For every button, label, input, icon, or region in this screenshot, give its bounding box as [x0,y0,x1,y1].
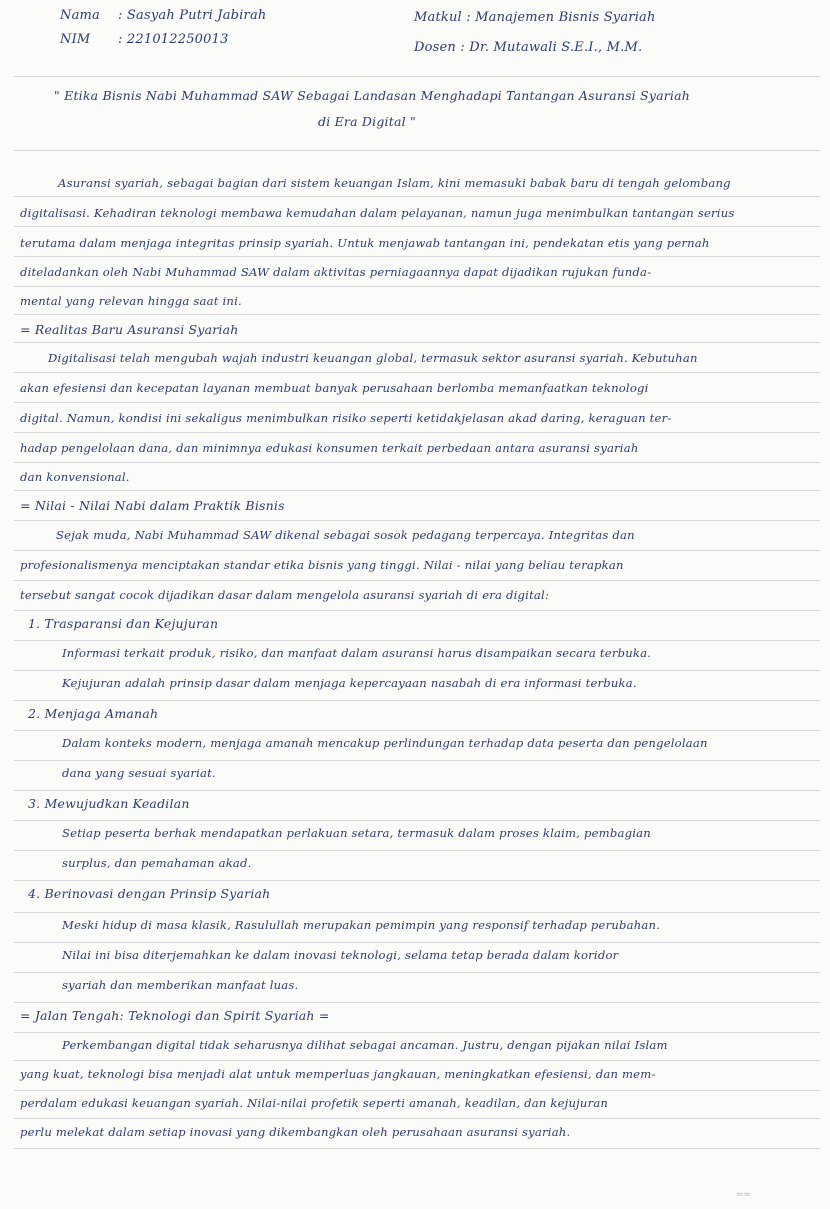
text-line: Meski hidup di masa klasik, Rasulullah merupakan pemimpin yang responsif terhadap perubahan. [62,918,661,932]
text-line: Sejak muda, Nabi Muhammad SAW dikenal sebagai sosok pedagang terpercaya. Integritas dan [56,528,635,542]
ruled-line [14,850,820,851]
text-line: akan efesiensi dan kecepatan layanan membuat banyak perusahaan berlomba memanfaatkan teknologi [20,381,649,395]
essay-title-line1: " Etika Bisnis Nabi Muhammad SAW Sebagai Landasan Menghadapi Tantangan Asuransi Syariah [54,88,691,103]
ruled-line [14,462,820,463]
text-line: digitalisasi. Kehadiran teknologi membawa kemudahan dalam pelayanan, namun juga menimbulkan tantangan serius [20,206,735,220]
ruled-line [14,670,820,671]
ruled-line [14,196,820,197]
text-line: digital. Namun, kondisi ini sekaligus menimbulkan risiko seperti ketidakjelasan akad daring, keraguan ter- [20,411,672,425]
text-line: mental yang relevan hingga saat ini. [20,294,242,308]
ruled-line [14,1090,820,1091]
text-line: Nilai ini bisa diterjemahkan ke dalam inovasi teknologi, selama tetap berada dalam koridor [62,948,619,962]
lecturer-info: Dosen : Dr. Mutawali S.E.I., M.M. [414,40,643,55]
ruled-line [14,372,820,373]
text-line: perdalam edukasi keuangan syariah. Nilai-nilai profetik seperti amanah, keadilan, dan kejujuran [20,1096,609,1110]
course-info: Matkul : Manajemen Bisnis Syariah [414,10,656,25]
ruled-line [14,1148,820,1149]
ruled-line [14,550,820,551]
ruled-line [14,760,820,761]
text-line: terutama dalam menjaga integritas prinsip syariah. Untuk menjawab tantangan ini, pendekatan etis yang pernah [20,236,710,250]
text-line: Setiap peserta berhak mendapatkan perlakuan setara, termasuk dalam proses klaim, pembagian [62,826,651,840]
text-line: profesionalismenya menciptakan standar etika bisnis yang tinggi. Nilai - nilai yang beliau terapkan [20,558,624,572]
ruled-line [14,1002,820,1003]
ruled-line [14,1032,820,1033]
ruled-line [14,942,820,943]
text-line: Digitalisasi telah mengubah wajah industri keuangan global, termasuk sektor asuransi syariah. Kebutuhan [48,351,698,365]
point-heading: 3. Mewujudkan Keadilan [28,796,190,811]
ruled-line [14,256,820,257]
point-heading: 2. Menjaga Amanah [28,706,159,721]
text-line: dana yang sesuai syariat. [62,766,216,780]
text-line: Kejujuran adalah prinsip dasar dalam menjaga kepercayaan nasabah di era informasi terbuka. [62,676,637,690]
ruled-line [14,1060,820,1061]
ruled-line [14,1118,820,1119]
text-line: surplus, dan pemahaman akad. [62,856,252,870]
ruled-line [14,820,820,821]
ruled-line [14,880,820,881]
point-heading: 4. Berinovasi dengan Prinsip Syariah [28,886,271,901]
text-line: Dalam konteks modern, menjaga amanah mencakup perlindungan terhadap data peserta dan pengelolaan [62,736,708,750]
ruled-line [14,314,820,315]
nim-label: NIM [60,32,91,47]
ruled-line [14,432,820,433]
text-line: diteladankan oleh Nabi Muhammad SAW dalam aktivitas perniagaannya dapat dijadikan rujukan funda- [20,265,652,279]
scribble-icon: ≈≈ [736,1190,752,1200]
point-heading: 1. Trasparansi dan Kejujuran [28,616,219,631]
name-value: : Sasyah Putri Jabirah [118,8,267,23]
text-line: dan konvensional. [20,470,130,484]
text-line: perlu melekat dalam setiap inovasi yang dikembangkan oleh perusahaan asuransi syariah. [20,1125,571,1139]
ruled-line [14,700,820,701]
ruled-line [14,150,820,151]
section-heading: = Nilai - Nilai Nabi dalam Praktik Bisnis [20,498,285,513]
text-line: Informasi terkait produk, risiko, dan manfaat dalam asuransi harus disampaikan secara terbuka. [62,646,652,660]
ruled-line [14,342,820,343]
ruled-line [14,730,820,731]
nim-value: : 221012250013 [118,32,229,47]
ruled-line [14,490,820,491]
ruled-line [14,76,820,77]
ruled-line [14,580,820,581]
ruled-line [14,286,820,287]
ruled-line [14,972,820,973]
section-heading: = Realitas Baru Asuransi Syariah [20,322,239,337]
ruled-line [14,402,820,403]
text-line: tersebut sangat cocok dijadikan dasar dalam mengelola asuransi syariah di era digital: [20,588,550,602]
section-heading: = Jalan Tengah: Teknologi dan Spirit Syariah = [20,1008,330,1023]
ruled-line [14,520,820,521]
ruled-line [14,640,820,641]
text-line: yang kuat, teknologi bisa menjadi alat untuk memperluas jangkauan, meningkatkan efesiensi, dan mem- [20,1067,656,1081]
ruled-line [14,912,820,913]
ruled-line [14,790,820,791]
ruled-line [14,610,820,611]
text-line: hadap pengelolaan dana, dan minimnya edukasi konsumen terkait perbedaan antara asuransi syariah [20,441,639,455]
text-line: syariah dan memberikan manfaat luas. [62,978,299,992]
ruled-line [14,226,820,227]
essay-title-line2: di Era Digital " [318,114,416,129]
name-label: Nama [60,8,101,23]
text-line: Perkembangan digital tidak seharusnya dilihat sebagai ancaman. Justru, dengan pijakan nilai Islam [62,1038,668,1052]
text-line: Asuransi syariah, sebagai bagian dari sistem keuangan Islam, kini memasuki babak baru di tengah gelombang [58,176,731,190]
